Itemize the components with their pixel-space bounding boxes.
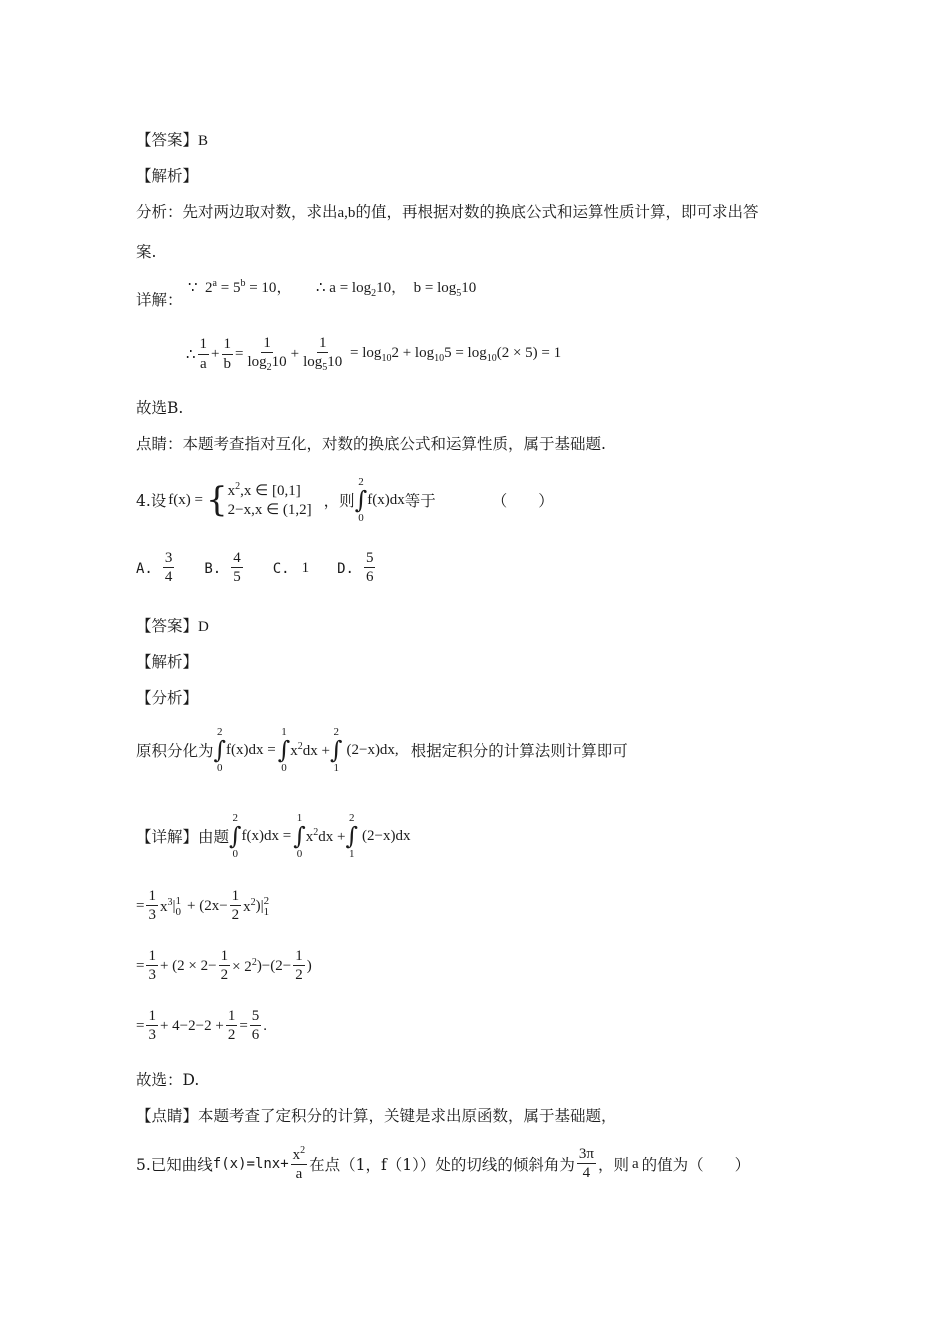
xiangjie-integral-line: 【详解】 由题 2 ∫ 0 f(x)dx = 1 ∫ 0 $x^2dx$ + 2 ∫ 1 (2−x)dx xyxy=(136,812,411,860)
fenxi-text-a: 分析：先对两边取对数，求出 xyxy=(136,203,338,221)
fraction: $\frac{1}{a}$ xyxy=(199,336,208,372)
guxuan-q4: 故选：D. xyxy=(136,1071,200,1089)
fenxi-ab: a,b xyxy=(337,205,356,221)
dianjing-q3: 点睛：本题考查指对互化，对数的换底公式和运算性质，属于基础题. xyxy=(136,435,606,453)
question-5-stem: 5.已知曲线 f(x)=lnx+ $\frac{x^2}{a}$ 在点（1，f（1））处的切线的倾斜角为 $\frac{3\pi}{4}$ ，则 a 的值为（ ） xyxy=(136,1144,751,1182)
integral-icon: ∫ xyxy=(345,822,358,850)
integral-icon: ∫ xyxy=(293,822,306,850)
integral-icon: ∫ xyxy=(213,736,227,764)
fenxi-tag-q4: 【分析】 xyxy=(136,689,199,707)
dianjing-q4: 【点睛】本题考查了定积分的计算，关键是求出原函数，属于基础题， xyxy=(136,1107,617,1125)
solution-step-1: = $\frac{1}{3}$ $x^3$ | 1 0 + (2x− $\frac{1}{2}$ $x^2$ )| 2 1 xyxy=(136,888,270,924)
option-b[interactable]: B. $\frac{4}{5}$ xyxy=(204,550,241,586)
integral-icon: ∫ xyxy=(329,736,343,764)
answer-value: B xyxy=(198,133,209,149)
answer-line-q4: 【答案】D xyxy=(136,617,209,635)
solution-step-2: = $\frac{1}{3}$ + (2 × 2− $\frac{1}{2}$ × $2^2$ )−(2− $\frac{1}{2}$ ) xyxy=(136,948,312,984)
solution-step-3: = $\frac{1}{3}$ + 4−2−2 + $\frac{1}{2}$ = $\frac{5}{6}$ . xyxy=(136,1008,268,1044)
given-equation: ∵ $2^a = 5^b = 10$， xyxy=(188,278,292,296)
fraction-3pi-over-4: $\frac{3\pi}{4}$ xyxy=(578,1145,594,1181)
analysis-tag: 【解析】 xyxy=(136,167,199,185)
answer-line-q3 xyxy=(136,128,208,150)
fraction: $\frac{1}{b}$ xyxy=(223,336,232,372)
fenxi-text-b: 的值，再根据对数的换底公式和运算性质计算，即可求出答 xyxy=(355,203,759,221)
analysis-tag-q4: 【解析】 xyxy=(136,653,199,671)
option-c[interactable]: C. 1 xyxy=(272,560,310,577)
guxuan-q3: 故选B. xyxy=(136,399,184,417)
option-d[interactable]: D. $\frac{5}{6}$ xyxy=(337,550,374,586)
fenxi-text-c: 案. xyxy=(136,243,157,261)
because-symbol: ∵ xyxy=(188,280,198,296)
q4-options xyxy=(136,550,377,587)
analysis-tag-q3 xyxy=(136,164,198,186)
piecewise-fx: f(x) = xyxy=(168,491,203,508)
integral-icon: ∫ xyxy=(277,736,291,764)
fraction: $\frac{1}{\log_510}$ xyxy=(303,335,343,374)
left-brace: { xyxy=(206,480,228,520)
reciprocal-sum-equation: ∴ $\frac{1}{a}$ + $\frac{1}{b}$ = $\frac{1}{\log_210}$ + $\frac{1}{\log_510}$ = $\log_{10}2 + \log_{10}5 = \log_{10}(2 \times 5) = 1$ xyxy=(186,335,562,374)
xiangjie-label: 详解： xyxy=(136,291,183,309)
integral-icon: ∫ xyxy=(229,822,242,850)
answer-tag: 【答案】 xyxy=(136,131,199,149)
xiangjie-line-q3 xyxy=(136,288,183,310)
fraction: $\frac{1}{\log_210}$ xyxy=(247,335,287,374)
integral-icon: ∫ xyxy=(354,486,368,514)
definite-integral: 2 ∫ 0 f(x)dx xyxy=(354,476,405,524)
fenxi-line2-q3 xyxy=(136,240,156,262)
question-4-stem: 4.设 f(x) = { $x^2,x$ ∈ [0,1] 2−x,x ∈ (1,2] ，则 2 ∫ 0 f(x)dx 等于 （ ） xyxy=(136,476,554,524)
piecewise-cases: $x^2,x$ ∈ [0,1] 2−x,x ∈ (1,2] xyxy=(227,480,312,518)
fenxi-integral-line: 原积分化为 2 ∫ 0 f(x)dx = 1 ∫ 0 $x^2dx$ + 2 ∫ 1 (2−x)dx, 根据定积分的计算法则计算即可 xyxy=(136,726,628,774)
option-a[interactable]: A. $\frac{3}{4}$ xyxy=(136,550,173,586)
a-b-values: ∴ $a = \log_210$， $b = \log_510$ xyxy=(316,278,477,299)
fraction-x2-over-a: $\frac{x^2}{a}$ xyxy=(292,1144,306,1182)
fenxi-line-q3 xyxy=(136,200,758,222)
